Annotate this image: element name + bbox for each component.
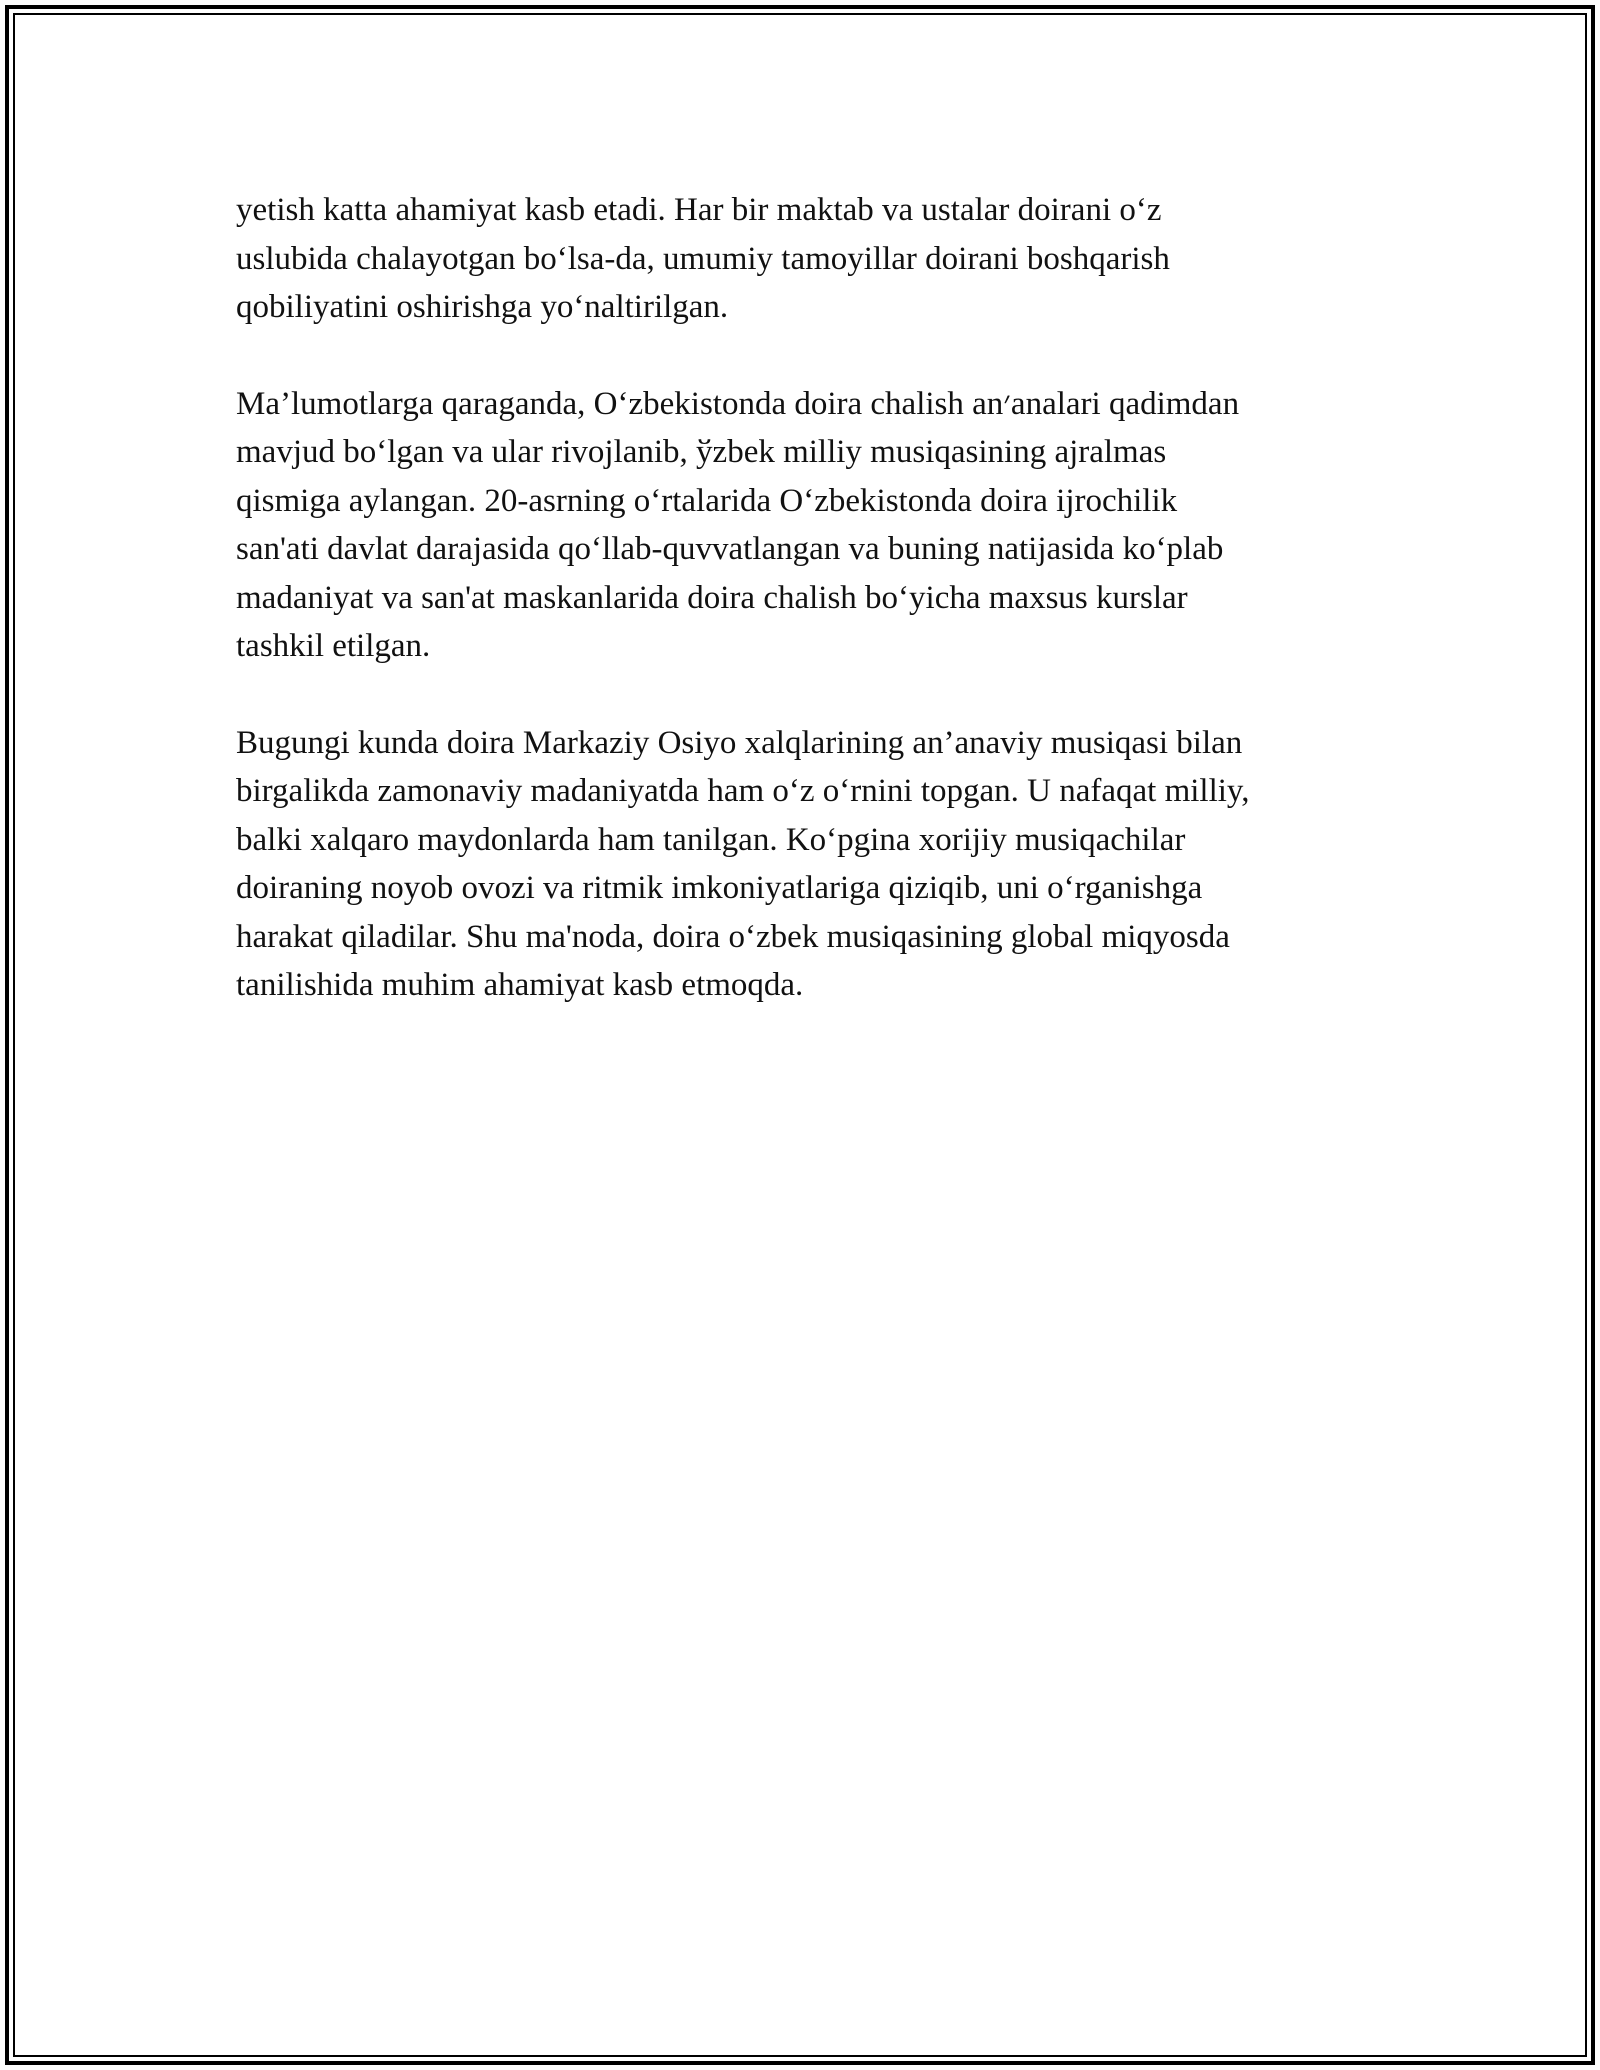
paragraph-3: Bugungi kunda doira Markaziy Osiyo xalqlarining an’anaviy musiqasi bilan birgalikda zamonaviy madaniyatda ham o‘z o‘rnini topgan. U nafaqat milliy, balki xalqaro maydonlarda ham tanilgan. Ko‘pgina xorijiy musiqachilar doiraning noyob ovozi va ritmik imkoniyatlariga qiziqib, uni o‘rganishga harakat qiladilar. Shu ma'noda, doira o‘zbek musiqasining global miqyosda tanilishida muhim ahamiyat kasb etmoqda. xyxy=(236,724,1250,1003)
document-body xyxy=(236,186,1376,1010)
paragraph-1: yetish katta ahamiyat kasb etadi. Har bir maktab va ustalar doirani o‘z uslubida chalayotgan bo‘lsa-da, umumiy tamoyillar doirani boshqarish qobiliyatini oshirishga yo‘naltirilgan. xyxy=(236,192,1170,325)
paragraph-2: Ma’lumotlarga qaraganda, O‘zbekistonda doira chalish an׳analari qadimdan mavjud bo‘lgan va ular rivojlanib, ўzbek milliy musiqasining ajralmas qismiga aylangan. 20-asrning o‘rtalarida O‘zbekistonda doira ijrochilik san'ati davlat darajasida qo‘llab-quvvatlangan va buning natijasida ko‘plab madaniyat va san'at maskanlarida doira chalish bo‘yicha maxsus kurslar tashkil etilgan. xyxy=(236,385,1240,664)
